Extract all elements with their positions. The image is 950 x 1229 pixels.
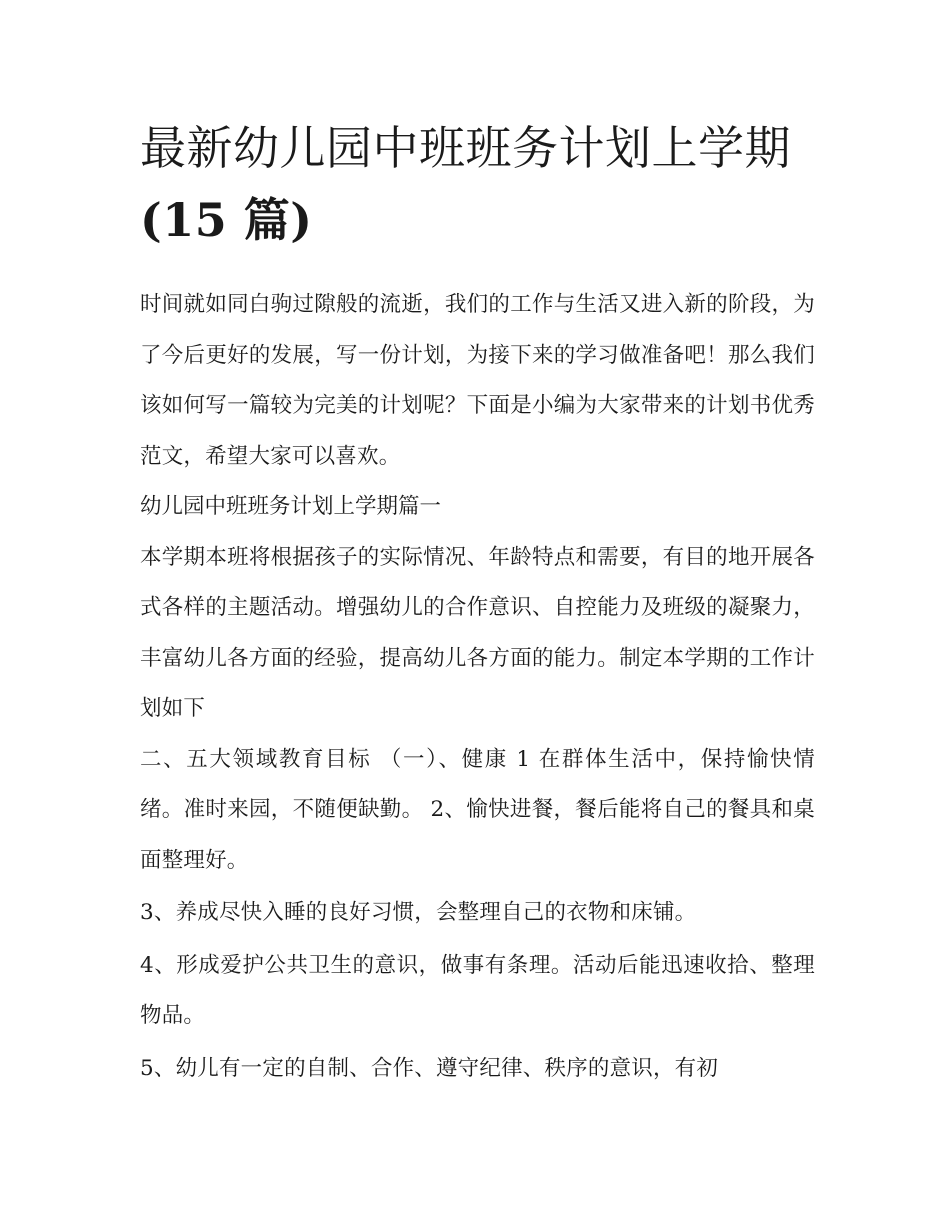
list-item: 4、形成爱护公共卫生的意识，做事有条理。活动后能迅速收拾、整理物品。	[140, 952, 815, 1028]
title-suffix: (15 篇)	[140, 193, 313, 247]
intro-paragraph: 时间就如同白驹过隙般的流逝，我们的工作与生活又进入新的阶段，为了今后更好的发展，写一份计划，为接下来的学习做准备吧！那么我们该如何写一篇较为完美的计划呢？下面是小编为大家带来的计划书优秀范文，希望大家可以喜欢。	[140, 292, 815, 469]
body-paragraph: 本学期本班将根据孩子的实际情况、年龄特点和需要，有目的地开展各式各样的主题活动。增强幼儿的合作意识、自控能力及班级的凝聚力，丰富幼儿各方面的经验，提高幼儿各方面的能力。制定本学期的工作计划如下	[140, 544, 815, 721]
document-title	[140, 112, 815, 256]
list-item: 5、幼儿有一定的自制、合作、遵守纪律、秩序的意识，有初	[140, 1055, 719, 1081]
list-item: 3、养成尽快入睡的良好习惯，会整理自己的衣物和床铺。	[140, 900, 697, 925]
document-page	[140, 112, 815, 1094]
goals-paragraph: 二、五大领域教育目标 （一）、健康 1 在群体生活中，保持愉快情绪。准时来园，不随便缺勤。 2、愉快进餐，餐后能将自己的餐具和桌面整理好。	[140, 746, 815, 873]
section-heading: 幼儿园中班班务计划上学期篇一	[140, 494, 442, 519]
title-main: 最新幼儿园中班班务计划上学期	[140, 121, 791, 175]
